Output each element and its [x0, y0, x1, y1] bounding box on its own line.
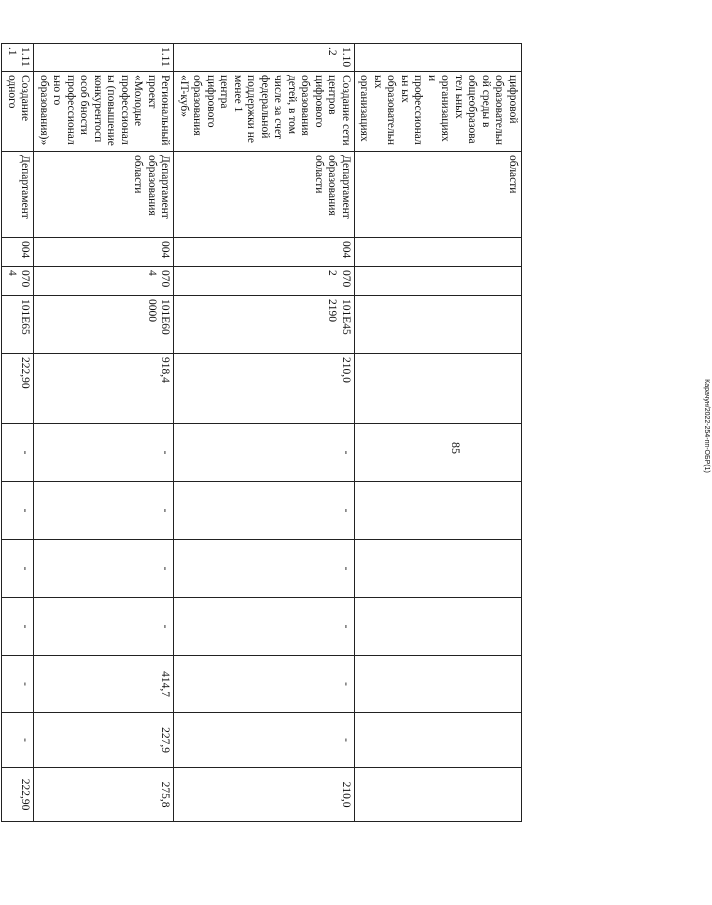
row-value-cell: - [174, 482, 355, 540]
row-value-cell: - [2, 424, 34, 482]
row-name-cell: цифровой образовательной среды в общеобразовател ьных организациях и профессиональн ых образовательных организациях [355, 72, 522, 152]
row-value-cell: - [34, 424, 174, 482]
budget-table-container [6, 43, 522, 821]
row-rz-cell [355, 267, 522, 296]
row-value-cell [355, 598, 522, 656]
table-row [34, 44, 174, 822]
row-value-cell [355, 540, 522, 598]
row-value-cell: 275,8 [34, 768, 174, 822]
row-value-cell: 227,9 [34, 713, 174, 768]
row-value-cell: - [174, 598, 355, 656]
row-value-cell: - [34, 598, 174, 656]
row-value-cell: - [2, 598, 34, 656]
row-grbs-cell [355, 238, 522, 267]
row-name-cell: Региональный проект «Молодые профессионалы (повышение конкурентоспособ бности профессионально го образования)» [34, 72, 174, 152]
row-value-cell: - [34, 540, 174, 598]
row-csr-cell [355, 296, 522, 354]
document-stamp: Карачун/2022-254-пп-ОБР(1) [703, 379, 710, 473]
row-id-cell: 1.11.1 [2, 44, 34, 72]
row-value-cell [355, 482, 522, 540]
row-value-cell: - [34, 482, 174, 540]
row-value-cell: - [2, 482, 34, 540]
row-value-cell: 222,90 [2, 768, 34, 822]
row-value-cell: - [2, 540, 34, 598]
row-value-cell [355, 424, 522, 482]
row-value-cell: - [174, 713, 355, 768]
row-value-cell: - [2, 713, 34, 768]
row-id-cell [355, 44, 522, 72]
row-executor-cell: Департамент образования области [174, 152, 355, 238]
row-executor-cell: области [355, 152, 522, 238]
row-rz-cell: 0704 [34, 267, 174, 296]
row-name-cell: Создание одного [2, 72, 34, 152]
row-grbs-cell: 004 [2, 238, 34, 267]
row-grbs-cell: 004 [34, 238, 174, 267]
row-csr-cell: 101E65 [2, 296, 34, 354]
row-id-cell: 1.10.2 [174, 44, 355, 72]
row-grbs-cell: 004 [174, 238, 355, 267]
row-executor-cell: Департамент образования области [34, 152, 174, 238]
row-value-cell: - [174, 540, 355, 598]
rotated-table [6, 43, 522, 821]
row-value-cell [355, 713, 522, 768]
row-value-cell: - [174, 656, 355, 713]
budget-table [2, 43, 523, 822]
row-value-cell: 414,7 [34, 656, 174, 713]
page-number: 85 [449, 442, 463, 454]
row-executor-cell: Департамент [2, 152, 34, 238]
row-total-cell: 918,4 [34, 354, 174, 424]
row-name-cell: Создание сети центров цифрового образования детей, в том числе за счет федеральной поддержки не менее 1 центра цифрового образования «IT-куб» [174, 72, 355, 152]
row-value-cell [355, 656, 522, 713]
row-total-cell: 210,0 [174, 354, 355, 424]
row-value-cell: - [174, 424, 355, 482]
row-rz-cell: 0702 [174, 267, 355, 296]
row-total-cell: 222,90 [2, 354, 34, 424]
table-row [355, 44, 522, 822]
table-row [174, 44, 355, 822]
row-total-cell [355, 354, 522, 424]
row-id-cell: 1.11 [34, 44, 174, 72]
row-value-cell: 210,0 [174, 768, 355, 822]
table-row [2, 44, 34, 822]
row-rz-cell: 0704 [2, 267, 34, 296]
row-csr-cell: 101E60 0000 [34, 296, 174, 354]
row-csr-cell: 101E45 2190 [174, 296, 355, 354]
row-value-cell: - [2, 656, 34, 713]
row-value-cell [355, 768, 522, 822]
